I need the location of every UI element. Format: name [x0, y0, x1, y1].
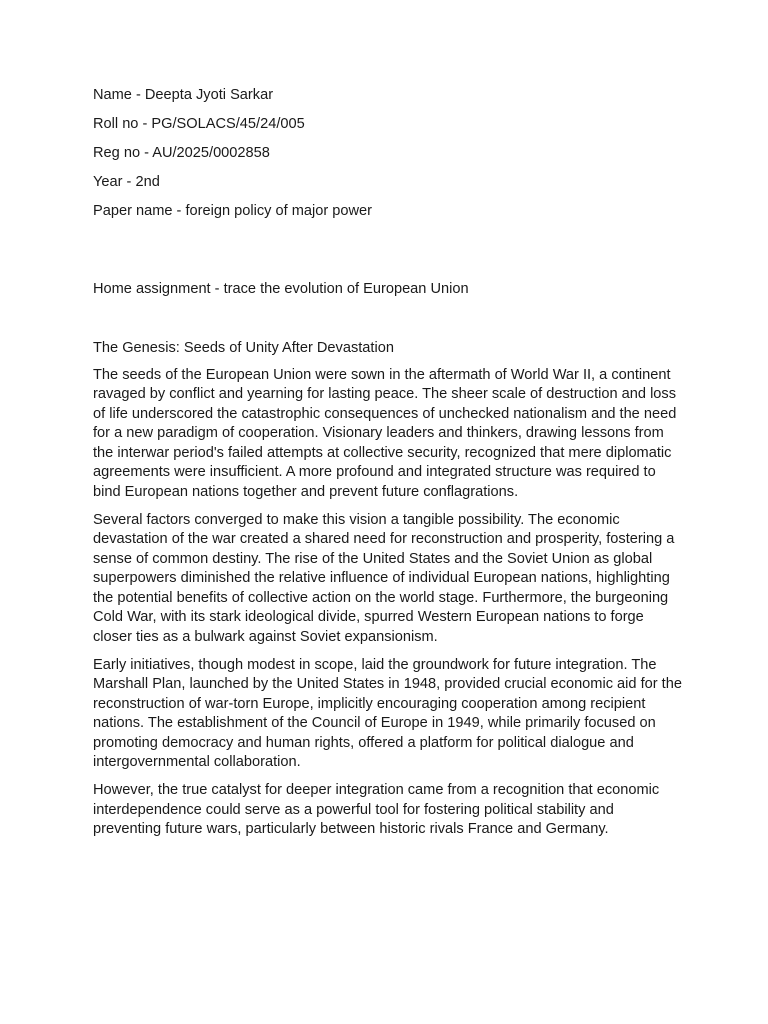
paper-name: Paper name - foreign policy of major power	[93, 203, 373, 219]
paragraph: Early initiatives, though modest in scope, laid the groundwork for future integration. The Marshall Plan, launched by the United States in 1948, provided crucial economic aid for the reconstruction of war-torn Europe, implicitly encouraging cooperation among recipient nations. The establishment of the Council of Europe in 1949, while primarily focused on promoting democracy and human rights, offered a platform for political dialogue and intergovernmental collaboration.	[93, 656, 682, 770]
section-heading: The Genesis: Seeds of Unity After Devastation	[93, 339, 394, 356]
roll-number: Roll no - PG/SOLACS/45/24/005	[93, 116, 305, 132]
assignment-title: Home assignment - trace the evolution of European Union	[93, 280, 469, 297]
year: Year - 2nd	[93, 174, 160, 190]
paragraph: Several factors converged to make this vision a tangible possibility. The economic devastation of the war created a shared need for reconstruction and prosperity, fostering a sense of common destiny. The rise of the United States and the Soviet Union as global superpowers diminished the relative influence of individual European nations, highlighting the potential benefits of collective action on the world stage. Furthermore, the burgeoning Cold War, with its stark ideological divide, spurred Western European nations to forge closer ties as a bulwark against Soviet expansionism.	[93, 511, 675, 645]
paragraph: However, the true catalyst for deeper integration came from a recognition that economic interdependence could serve as a powerful tool for fostering political stability and preventing future wars, particularly between historic rivals France and Germany.	[93, 782, 660, 837]
paragraph: The seeds of the European Union were sown in the aftermath of World War II, a continent ravaged by conflict and yearning for lasting peace. The sheer scale of destruction and loss of life underscored the catastrophic consequences of unchecked nationalism and the need for a new paradigm of cooperation. Visionary leaders and thinkers, drawing lessons from the interwar period's failed attempts at collective security, recognized that mere diplomatic agreements were insufficient. A more profound and integrated structure was required to bind European nations together and prevent future conflagrations.	[93, 366, 677, 500]
registration-number: Reg no - AU/2025/0002858	[93, 145, 270, 161]
student-name: Name - Deepta Jyoti Sarkar	[93, 87, 274, 103]
document-body	[93, 86, 683, 848]
